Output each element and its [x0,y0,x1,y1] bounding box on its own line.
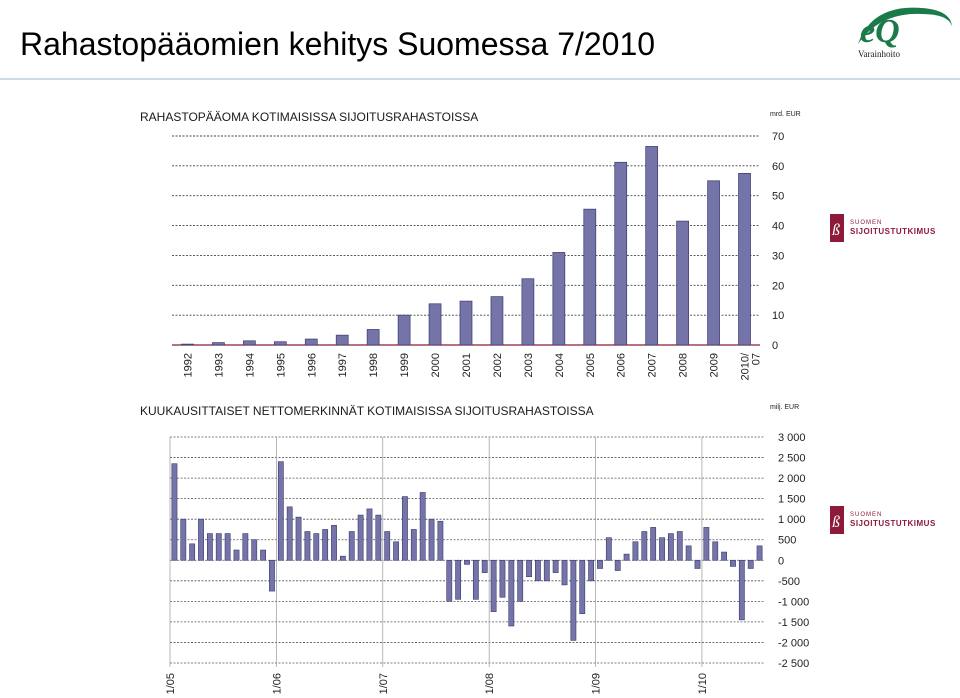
y-tick-label: 1 500 [778,493,806,506]
x-tick-label: 1999 [399,353,412,378]
x-ticks [182,352,762,380]
y-tick-label: 70 [772,131,785,143]
bar [677,532,682,561]
bar [580,560,585,613]
bar [522,279,534,345]
bar [571,560,576,640]
bar [544,560,549,581]
bar [518,560,523,601]
x-tick-label: 1995 [275,353,288,378]
bar [190,544,195,560]
bar [473,560,478,599]
bar [730,560,735,566]
chart-title: KUUKAUSITTAISET NETTOMERKINNÄT KOTIMAISISSA SIJOITUSRAHASTOISSA [140,404,594,418]
bar [398,315,410,345]
bar [349,532,354,561]
bar [460,301,472,345]
y-ticks [772,131,784,352]
x-tick-label: 1/09 [590,673,603,695]
bar [216,534,221,561]
source-logo-line2: SIJOITUSTUTKIMUS [850,519,936,528]
bar [713,542,718,560]
bar [739,173,751,345]
bar [456,560,461,599]
logo-subtext: Varainhoito [858,49,900,59]
bar [646,146,658,345]
fund-capital-chart [0,100,820,400]
bar [615,560,620,570]
bar [722,552,727,560]
x-tick-label: 2001 [461,353,473,378]
bar [385,532,390,561]
bar [336,335,348,345]
bar [278,462,283,561]
y-tick-label: -2 000 [778,637,810,650]
svg-text:ß: ß [832,514,840,531]
y-tick-label: 20 [772,280,785,293]
bar [535,560,540,581]
bar [491,297,503,345]
bar [553,560,558,572]
bar [420,492,425,560]
bar [429,519,434,560]
logo-text: eQ [860,13,900,50]
x-tick-label: 1/10 [696,673,709,695]
source-logo-top [828,212,948,244]
bar [252,540,257,561]
x-tick-label: 2010/ [739,353,752,381]
bar [584,209,596,345]
y-tick-label: 0 [778,555,785,568]
bar [212,343,224,345]
x-tick-label: 1997 [337,353,350,378]
x-tick-label: 2009 [708,353,721,378]
net-subscriptions-chart [0,400,820,698]
source-logo-line1: SUOMEN [850,512,883,518]
source-logo-line1: SUOMEN [850,220,883,226]
bar [367,329,379,345]
bar [526,560,531,576]
bar [562,560,567,585]
y-tick-label: 1 000 [778,514,806,527]
y-ticks [778,432,809,670]
y-tick-label: 0 [772,340,779,352]
x-tick-label: 2003 [522,353,535,378]
bar [757,546,762,560]
bar [402,497,407,561]
x-tick-label: 2007 [646,353,659,378]
x-tick-label: 1992 [182,353,195,378]
bar [234,550,239,560]
page-title: Rahastopääomien kehitys Suomessa 7/2010 [20,26,656,62]
y-tick-label: 30 [772,250,785,263]
x-tick-label: 1/08 [484,673,497,695]
bar [739,560,744,620]
bar [659,538,664,561]
bar [198,519,203,560]
x-tick-label: 2000 [430,353,443,378]
x-tick-label: 1996 [306,353,319,378]
bar [624,554,629,560]
bar [367,509,372,560]
bar [323,529,328,560]
grid [170,437,764,667]
bar [748,560,753,568]
bar [181,519,186,560]
y-tick-label: 2 000 [778,473,806,486]
bar [677,221,689,345]
x-tick-label: 1998 [368,353,381,378]
bar [447,560,452,601]
bar [269,560,274,591]
bar [243,341,255,345]
bar [172,464,177,561]
x-tick-label: 2008 [677,353,690,378]
bar [651,527,656,560]
bar [358,515,363,560]
bar [274,342,286,345]
bar [305,339,317,345]
bar [553,252,565,345]
bar [509,560,514,626]
y-tick-label: 40 [772,220,785,233]
y-unit-label: mrd. EUR [770,111,801,118]
y-tick-label: 50 [772,190,785,203]
bar [243,534,248,561]
bar [615,162,627,345]
bar [411,529,416,560]
source-logo-bottom [828,504,948,536]
bar [287,507,292,560]
y-tick-label: -500 [778,575,801,588]
eq-logo [852,2,956,62]
y-tick-label: 2 500 [778,452,806,465]
bar [668,534,673,561]
bar [296,517,301,560]
x-tick-label: 1/05 [165,673,177,695]
y-tick-label: -2 500 [778,658,810,670]
bar [305,532,310,561]
y-unit-label: milj. EUR [770,404,800,411]
bar [376,515,381,560]
x-tick-label: 1/07 [377,673,390,695]
x-tick-label: 2006 [615,353,628,378]
bar [207,534,212,561]
x-tick-label: 1/06 [271,673,284,695]
y-tick-label: 500 [778,534,797,547]
bar [491,560,496,611]
bar [642,532,647,561]
x-tick-label: 1994 [244,353,257,378]
bar [686,546,691,560]
bar [429,304,441,345]
x-tick-label: 1993 [213,353,226,378]
bar [597,560,602,568]
y-tick-label: -1 500 [778,616,810,629]
bar [393,542,398,560]
bar [260,550,265,560]
bar [181,344,193,345]
bar [708,181,720,345]
bar [438,521,443,560]
x-ticks [165,673,709,694]
title-divider [0,78,960,80]
bar [589,560,594,581]
y-tick-label: 60 [772,160,785,173]
bar [704,527,709,560]
source-logo-line2: SIJOITUSTUTKIMUS [850,227,936,236]
bar [225,534,230,561]
y-tick-label: -1 000 [778,596,810,609]
bar [464,560,469,564]
chart-title: RAHASTOPÄÄOMA KOTIMAISISSA SIJOITUSRAHASTOISSA [140,110,479,124]
bar [500,560,505,597]
bar [340,556,345,560]
y-tick-label: 10 [772,310,785,323]
bars [172,462,762,641]
x-tick-label: 2002 [491,353,504,378]
x-tick-label: 07 [750,353,763,366]
bar [695,560,700,568]
x-tick-label: 2005 [584,353,597,378]
bar [482,560,487,572]
bar [331,525,336,560]
svg-text:ß: ß [832,222,840,239]
bar [314,534,319,561]
x-tick-label: 2004 [553,353,566,378]
bar [606,538,611,561]
bar [633,542,638,560]
y-tick-label: 3 000 [778,432,806,444]
